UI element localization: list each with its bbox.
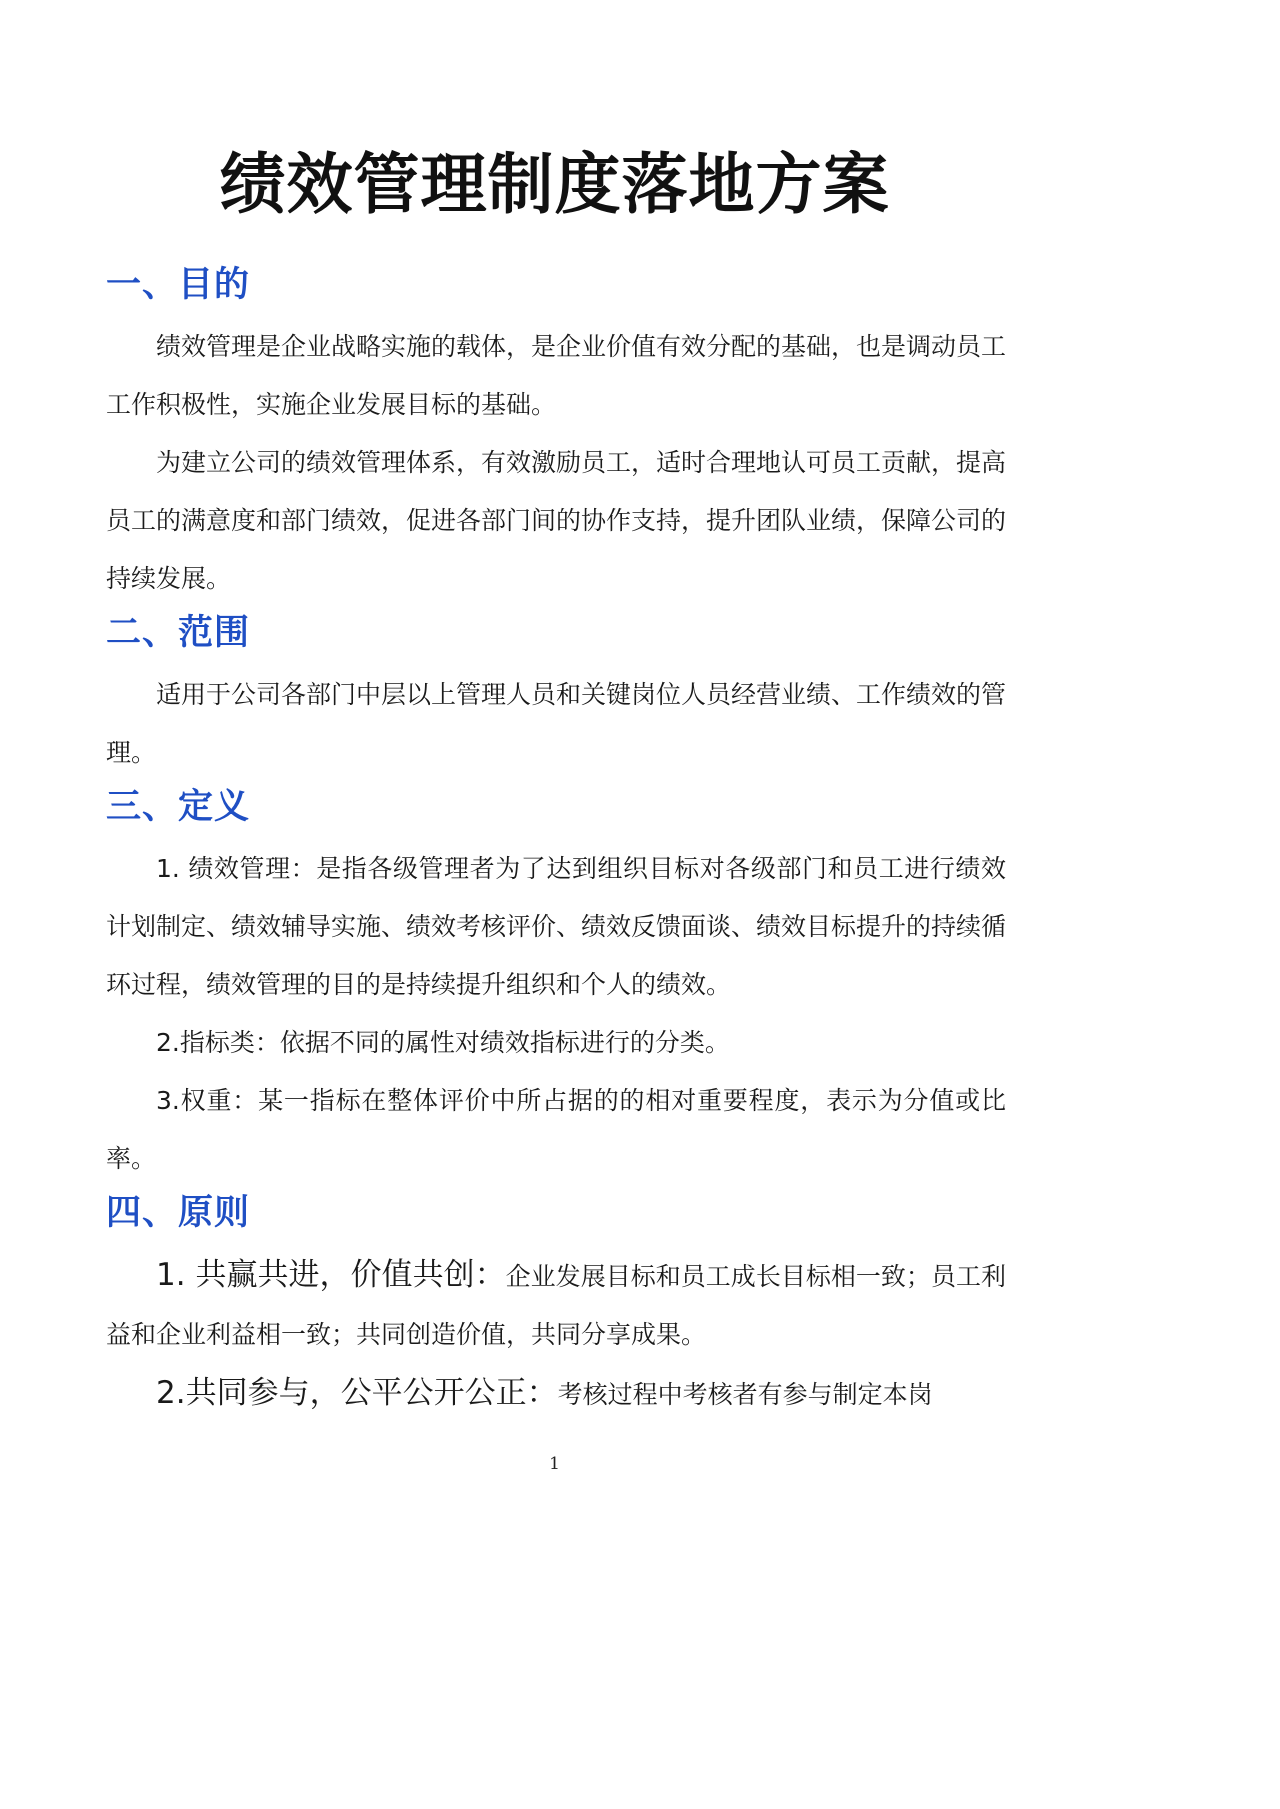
section-heading-scope: 二、范围 xyxy=(106,613,251,653)
definition-weight: 3.权重：某一指标在整体评价中所占据的的相对重要程度，表示为分值或比率。 xyxy=(106,1086,1006,1173)
section-heading-purpose: 一、目的 xyxy=(106,265,251,305)
purpose-paragraph-2: 为建立公司的绩效管理体系，有效激励员工，适时合理地认可员工贡献，提高员工的满意度和部门绩效，促进各部门间的协作支持，提升团队业绩，保障公司的持续发展。 xyxy=(106,448,1007,593)
document-title: 绩效管理制度落地方案 xyxy=(219,146,890,223)
scope-paragraph: 适用于公司各部门中层以上管理人员和关键岗位人员经营业绩、工作绩效的管理。 xyxy=(106,680,1007,767)
principle-1-lead: 1. 共赢共进，价值共创： xyxy=(156,1257,506,1293)
principle-2-lead: 2.共同参与，公平公开公正： xyxy=(156,1375,558,1411)
section-heading-definitions: 三、定义 xyxy=(106,787,251,827)
principle-2-text: 考核过程中考核者有参与制定本岗 xyxy=(557,1380,933,1409)
definition-indicator-class: 2.指标类：依据不同的属性对绩效指标进行的分类。 xyxy=(156,1028,730,1057)
purpose-paragraph-1: 绩效管理是企业战略实施的载体，是企业价值有效分配的基础，也是调动员工工作积极性，实施企业发展目标的基础。 xyxy=(106,332,1007,419)
document-body xyxy=(106,260,1006,1424)
definition-performance-management: 1. 绩效管理：是指各级管理者为了达到组织目标对各级部门和员工进行绩效计划制定、绩效辅导实施、绩效考核评价、绩效反馈面谈、绩效目标提升的持续循环过程，绩效管理的目的是持续提升组织和个人的绩效。 xyxy=(106,854,1007,999)
principle-1-text: 企业发展目标和员工成长目标相一致；员工利益和企业利益相一致；共同创造价值，共同分享成果。 xyxy=(106,1262,1006,1349)
principle-1 xyxy=(106,1246,1006,1364)
section-heading-principles: 四、原则 xyxy=(106,1193,251,1233)
principle-2 xyxy=(106,1364,1006,1424)
page-number: 1 xyxy=(549,1454,560,1474)
